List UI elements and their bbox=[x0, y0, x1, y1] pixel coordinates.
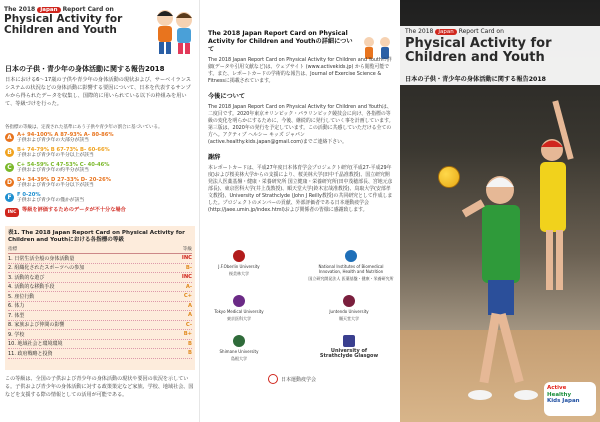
grade-ranges: 等級を評価するためのデータが不十分な場合 bbox=[22, 207, 126, 213]
section-details-title: The 2018 Japan Report Card on Physical Activity for Children and Youthの詳細について bbox=[208, 30, 353, 53]
indicator-grade: A- bbox=[185, 283, 192, 290]
logo-shimane-sub: 島根大学 bbox=[231, 356, 247, 361]
panel1-header bbox=[4, 6, 154, 36]
active-healthy-kids-logo bbox=[544, 382, 596, 416]
title-line2: Children and Youth bbox=[4, 24, 117, 36]
cartoon-kids-illustration bbox=[153, 4, 195, 58]
grade-ranges: F 0-20% bbox=[17, 192, 41, 198]
table-title: 表1. The 2018 Japan Report Card on Physical Activity for Children and Youthにおける各指標の等級 bbox=[8, 230, 185, 243]
indicator-grade: B bbox=[188, 350, 192, 357]
logo-jsf bbox=[268, 374, 316, 384]
jsf-label: 日本運動疫学会 bbox=[281, 376, 317, 383]
logo-oberlin bbox=[208, 250, 270, 276]
panel1-jp-title: 日本の子供・青少年の身体活動に関する報告2018 bbox=[5, 65, 165, 73]
grade-text bbox=[17, 147, 110, 159]
institution-logos bbox=[208, 250, 394, 390]
oberlin-logo-icon bbox=[233, 250, 245, 262]
table-body bbox=[5, 254, 195, 359]
cover-title-line2: Children and Youth bbox=[405, 49, 545, 65]
indicator-label: 6. 体力 bbox=[8, 303, 25, 310]
panel1-footer: この等級は、全国の子供および青少年の身体活動の現状や要因の状況を示している。子供および青少年の身体活動に対する政策策定など家族、学校、地域社会、国などを支援する際の情報としての活用が可能である。 bbox=[5, 376, 194, 398]
cover-title bbox=[405, 37, 600, 64]
indicator-label: 11. 政府戦略と投資 bbox=[8, 350, 53, 357]
title-line1: Physical Activity for bbox=[4, 13, 123, 25]
logo-tokyo-medical-sub: 東京医科大学 bbox=[227, 316, 251, 321]
logo-strathclyde-name: University of Strathclyde Glasgow bbox=[319, 348, 379, 359]
panel1-title bbox=[4, 14, 154, 36]
section-future-text: The 2018 Japan Report Card on Physical Activity for Children and Youthは、二度目です。2020年東京オリンピック・パラリンピック競技会に向け、各指標の等級の変化を明らかにするために、今後、継続的に発行していく事を計画しています。第三版は、2020年の発行を予定しています。この活動に共感していただける全ての方へ。アクティブ ヘルシー キッズ ジャパン(active.healthy.kids.japan@gmail.com)までご連絡下さい。 bbox=[208, 104, 394, 145]
section-details-text: The 2018 Japan Report Card on Physical Activity for Children and Youthの詳細(データや引用文献など)は、ウェブサイト (www.activekids.jp) から閲覧可能です。また、レポートカードの学術的な報告は、Journal of Exercise Science & Fitnessに掲載されています。 bbox=[208, 57, 392, 84]
grade-ranges: A+ 94-100% A 87-93% A- 80-86% bbox=[17, 132, 114, 138]
report-year-line bbox=[4, 6, 154, 13]
logo-nibiohn-sub: 国立研究開発法人 医薬基盤・健康・栄養研究所 bbox=[308, 276, 394, 281]
table-row bbox=[8, 330, 192, 340]
grade-desc: 子供および青少年の僅かが該当 bbox=[17, 198, 85, 203]
indicator-label: 1. 日常生活全般の身体活動量 bbox=[8, 255, 75, 262]
logo-tokyo-medical bbox=[208, 295, 270, 321]
grade-text bbox=[17, 132, 114, 144]
logo-oberlin-sub: 桜美林大学 bbox=[229, 271, 249, 276]
strathclyde-logo-icon bbox=[343, 335, 355, 347]
grade-badge: INC bbox=[5, 208, 19, 217]
indicator-label: 8. 家族および仲間の影響 bbox=[8, 322, 65, 329]
grade-desc: 子供および青少年の半分以下が該当 bbox=[17, 183, 94, 188]
indicator-label: 7. 体型 bbox=[8, 312, 25, 319]
grade-badge: C bbox=[5, 163, 14, 172]
section-future-title: 今後について bbox=[208, 93, 246, 100]
grade-text bbox=[17, 177, 111, 189]
cover-title-line1: Physical Activity for bbox=[405, 36, 552, 51]
logo-nibiohn bbox=[308, 250, 394, 281]
grade-badge: A bbox=[5, 133, 14, 142]
left-panel bbox=[0, 0, 200, 422]
grade-ranges: C+ 54-59% C 47-53% C- 40-46% bbox=[17, 162, 110, 168]
col-indicator: 指標 bbox=[8, 247, 18, 252]
juntendo-logo-icon bbox=[343, 295, 355, 307]
panel1-intro: 日本における6〜17歳の子供や青少年の身体活動の現状および、サーベイランスシステムの状況などの身体活動に影響する要因について、日本を代表するサンプルから得られたデータを収集し、国際的に用いられている以下の枠組みを用いて、等級づけを行った。 bbox=[5, 77, 191, 107]
indicator-label: 3. 活動的な遊び bbox=[8, 274, 45, 281]
logo-line3: Kids Japan bbox=[547, 398, 580, 404]
grade-row bbox=[5, 132, 195, 146]
year-post: Report Card on bbox=[62, 6, 114, 13]
section-details bbox=[208, 30, 394, 85]
logo-tokyo-medical-name: Tokyo Medical University bbox=[214, 309, 264, 314]
logo-shimane bbox=[208, 335, 270, 361]
table-row bbox=[8, 340, 192, 350]
year-pre: The 2018 bbox=[4, 6, 36, 13]
jsf-logo-icon bbox=[268, 374, 278, 384]
cover-year-pre: The 2018 bbox=[405, 28, 434, 35]
grade-text bbox=[22, 207, 126, 213]
grade-row bbox=[5, 162, 195, 176]
grade-row bbox=[5, 177, 195, 191]
table-row bbox=[8, 349, 192, 359]
cover-year-line bbox=[405, 28, 504, 35]
logo-line1: Active bbox=[547, 385, 567, 391]
table-row bbox=[8, 321, 192, 331]
logo-juntendo-name: Juntendo University bbox=[329, 309, 369, 314]
shimane-logo-icon bbox=[233, 335, 245, 347]
grade-ranges: D+ 34-39% D 27-33% D- 20-26% bbox=[17, 177, 111, 183]
grade-desc: 子供および青少年の大部分が該当 bbox=[17, 138, 89, 143]
section-acknowledgements bbox=[208, 154, 394, 214]
logo-oberlin-name: J.F.Oberlin University bbox=[218, 264, 260, 269]
cover-jp-title: 日本の子供・青少年の身体活動に関する報告2018 bbox=[400, 72, 600, 85]
japan-badge: Japan bbox=[37, 7, 60, 13]
grade-text bbox=[17, 162, 109, 174]
indicator-grade: B- bbox=[185, 264, 192, 271]
cover-japan-badge: Japan bbox=[435, 29, 456, 35]
indicator-label: 10. 地域社会と環境環境 bbox=[8, 341, 63, 348]
logo-nibiohn-name: National Institutes of Biomedical Innovation, Health and Nutrition bbox=[318, 264, 384, 274]
logo-juntendo-sub: 順天堂大学 bbox=[339, 316, 359, 321]
grade-text bbox=[17, 192, 84, 204]
grade-row bbox=[5, 147, 195, 161]
indicator-grade: C- bbox=[185, 321, 192, 328]
logo-juntendo bbox=[318, 295, 380, 321]
ball-icon bbox=[438, 166, 460, 188]
middle-panel bbox=[200, 0, 400, 422]
indicator-grade: INC bbox=[181, 255, 192, 262]
grade-legend bbox=[5, 132, 195, 222]
indicator-grade: A bbox=[187, 302, 192, 309]
indicator-label: 4. 活動的な移動手段 bbox=[8, 284, 55, 291]
grade-row bbox=[5, 207, 195, 221]
cover-panel bbox=[400, 0, 600, 422]
table-row bbox=[8, 254, 192, 264]
indicator-grade: C+ bbox=[183, 293, 192, 300]
table-row bbox=[8, 302, 192, 312]
section-future bbox=[208, 93, 394, 146]
indicator-label: 5. 座位行動 bbox=[8, 293, 35, 300]
table-row bbox=[8, 283, 192, 293]
grade-badge: B bbox=[5, 148, 14, 157]
cover-year-post: Report Card on bbox=[458, 28, 504, 35]
grade-badge: F bbox=[5, 193, 14, 202]
section-ack-title: 謝辞 bbox=[208, 154, 221, 161]
table-row bbox=[8, 264, 192, 274]
cover-header bbox=[400, 26, 600, 72]
grade-note: 各指標の等級は、定義された基準にあう子供や青少年の割合に基づいている。 bbox=[5, 125, 163, 130]
logo-strathclyde bbox=[318, 335, 380, 359]
section-ack-text: 本レポートカードは、平成27年度日本体育学会プロジェクト研究(平成27-平成29年度)および桜美林大学からの支援により、桜美林大学(田中千晶准教授)、国立研究開発法人医薬基盤・健康・栄養研究所 国立健康・栄養研究所(田中茂穂部長、宮地元彦部長)、東京医科大学(井上茂教授)、順天堂大学(鈴木宏哉准教授)、鳥取大学(安部孝文教授)、University of Strathclyde (John J Reilly教授)の共同研究として作成しました。プロジェクトのメンバーの貢献、外部評価者である日本運動疫学会(http://jaee.umin.jp/index.html)および関係者の皆様に感謝致します。 bbox=[208, 165, 393, 213]
table-row bbox=[8, 273, 192, 283]
grade-badge: D bbox=[5, 178, 14, 187]
grade-desc: 子供および青少年の約半分が該当 bbox=[17, 168, 89, 173]
indicator-grade: B+ bbox=[183, 331, 192, 338]
tokyo-medical-logo-icon bbox=[233, 295, 245, 307]
table-row bbox=[8, 311, 192, 321]
col-grade: 等級 bbox=[182, 247, 192, 252]
indicator-label: 2. 組織化されたスポーツへの参加 bbox=[8, 265, 85, 272]
nibiohn-logo-icon bbox=[345, 250, 357, 262]
logo-shimane-name: Shimane University bbox=[219, 349, 259, 354]
grade-ranges: B+ 74-79% B 67-73% B- 60-66% bbox=[17, 147, 110, 153]
logo-line2: Healthy bbox=[547, 391, 572, 398]
grade-row bbox=[5, 192, 195, 206]
indicator-label: 9. 学校 bbox=[8, 331, 25, 338]
indicator-grade: A bbox=[187, 312, 192, 319]
indicator-grade: B bbox=[188, 340, 192, 347]
table-row bbox=[8, 292, 192, 302]
grade-desc: 子供および青少年の半分以上が該当 bbox=[17, 153, 94, 158]
table-header bbox=[8, 246, 192, 254]
grade-table bbox=[5, 226, 195, 370]
middle-text-block bbox=[208, 30, 394, 222]
indicator-grade: INC bbox=[181, 274, 192, 281]
